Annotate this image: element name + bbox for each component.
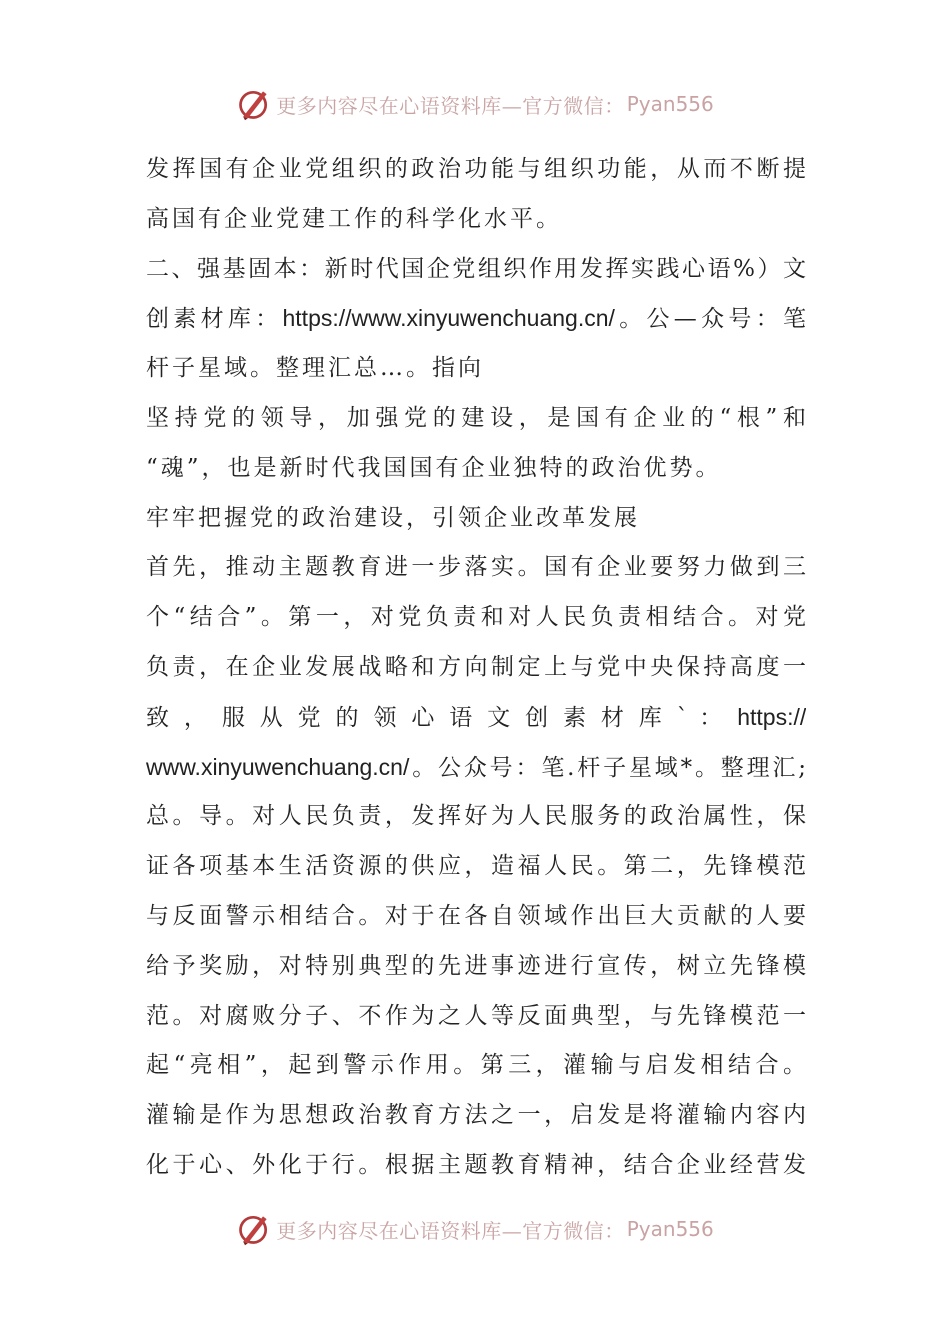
char: 材 [600, 704, 628, 731]
paragraph-line: 首先，推动主题教育进一步落实。国有企业要努力做到三 [146, 554, 806, 581]
char: 创 [525, 704, 552, 731]
char: 党 [297, 704, 325, 731]
paragraph-line: 发挥国有企业党组织的政治功能与组织功能，从而不断提 [146, 156, 806, 182]
paragraph-line: 负责，在企业发展战略和方向制定上与党中央保持高度一 [146, 653, 806, 680]
paragraph-line: 范。对腐败分子、不作为之人等反面典型，与先锋模范一 [146, 1002, 806, 1029]
paragraph-line [146, 743, 806, 793]
line-text: 。公众号：笔.杆子星域*。整理汇; [409, 754, 806, 781]
document-body [146, 145, 806, 1191]
paragraph-line: 个“结合”。第一，对党负责和对人民负责相结合。对党 [146, 604, 806, 631]
char: ， [183, 704, 211, 731]
paragraph-line: 与反面警示相结合。对于在各自领域作出巨大贡献的人要 [146, 902, 806, 929]
paragraph-line: 高国有企业党建工作的科学化水平。 [146, 205, 562, 232]
website-url: https://www.xinyuwenchuang.cn/ [282, 305, 615, 332]
paragraph-line: “魂”，也是新时代我国国有企业独特的政治优势。 [146, 454, 722, 481]
char: 服 [221, 704, 249, 731]
char: 语 [449, 704, 477, 731]
char: 的 [335, 704, 363, 731]
footer-banner-text: 更多内容尽在心语资料库—官方微信： [276, 1218, 625, 1243]
char: 领 [373, 704, 401, 731]
header-banner [0, 82, 950, 126]
char: 库 [638, 704, 666, 731]
header-banner-text: 更多内容尽在心语资料库—官方微信： [276, 93, 625, 118]
char: ` [676, 704, 689, 731]
char: 从 [259, 704, 287, 731]
line-text: 。公—众号：笔 [614, 306, 806, 333]
paragraph-line: 总。导。对人民负责，发挥好为人民服务的政治属性，保 [146, 803, 806, 830]
paragraph-line: 起“亮相”，起到警示作用。第三，灌输与启发相结合。 [146, 1052, 806, 1079]
subheading: 牢牢把握党的政治建设，引领企业改革发展 [146, 504, 640, 531]
website-url: https:// [737, 703, 806, 730]
pen-logo-icon [236, 86, 272, 122]
footer-wechat-id: Pyan556 [626, 1217, 714, 1241]
char: 文 [487, 704, 514, 731]
header-wechat-id: Pyan556 [626, 92, 714, 116]
paragraph-line: 给予奖励，对特别典型的先进事迹进行宣传，树立先锋模 [146, 952, 806, 979]
section-heading: 二、强基固本：新时代国企党组织作用发挥实践心语%）文 [146, 255, 806, 282]
paragraph-line [146, 294, 806, 344]
char: ： [699, 704, 727, 731]
char: 素 [562, 704, 590, 731]
footer-banner [0, 1207, 950, 1251]
char: 心 [411, 704, 439, 731]
paragraph-line: 化于心、外化于行。根据主题教育精神，结合企业经营发 [146, 1151, 806, 1178]
paragraph-line: 证各项基本生活资源的供应，造福人民。第二，先锋模范 [146, 853, 806, 880]
line-text: 创素材库： [146, 306, 283, 333]
char: 致 [146, 704, 173, 731]
paragraph-line: 坚持党的领导，加强党的建设，是国有企业的“根”和 [146, 404, 806, 431]
paragraph-line: 灌输是作为思想政治教育方法之一，启发是将灌输内容内 [146, 1102, 806, 1129]
pen-logo-icon [236, 1211, 272, 1247]
paragraph-line: 杆子星域。整理汇总…。指向 [146, 355, 484, 382]
website-url: www.xinyuwenchuang.cn/ [146, 753, 410, 780]
paragraph-line [146, 693, 806, 743]
